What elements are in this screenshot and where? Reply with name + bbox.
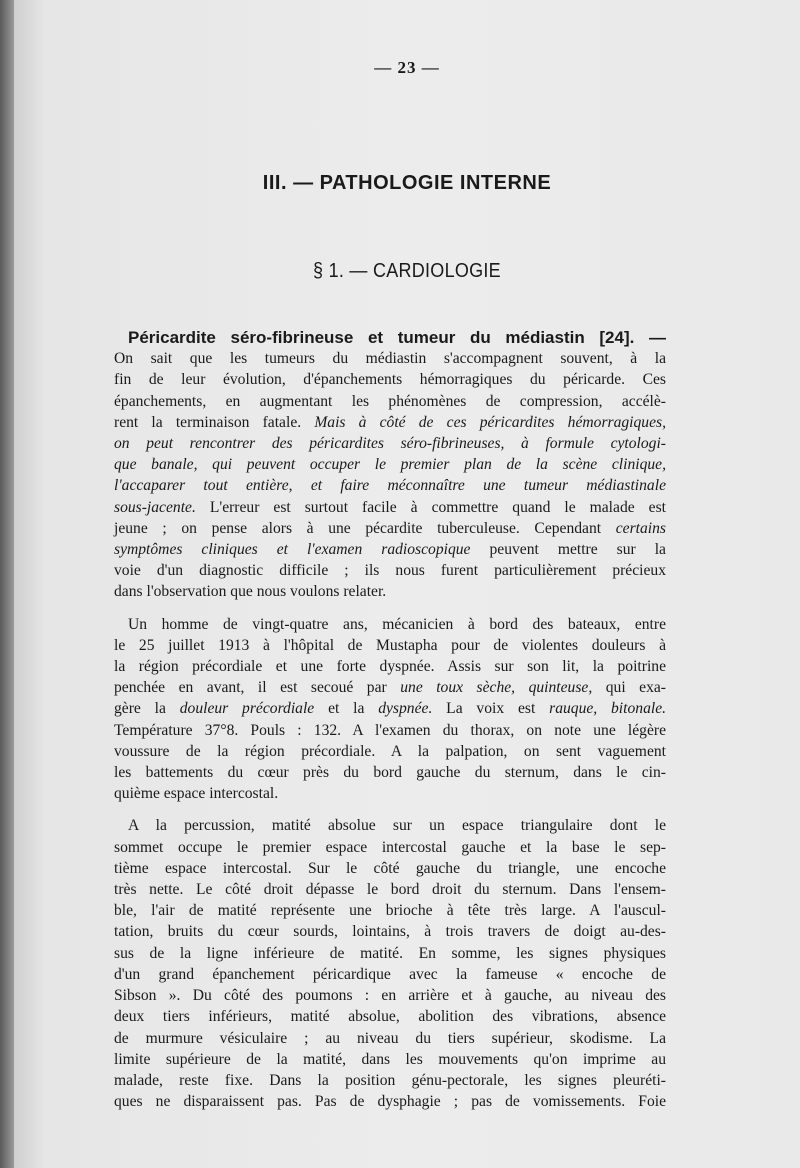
text-span: L'erreur est surtout facile à commettre quand le malade est bbox=[209, 498, 666, 516]
text-line: ble, l'air de matité représente une brioche à tête très large. A l'auscul- bbox=[114, 902, 666, 920]
italic-span: rauque, bitonale. bbox=[549, 700, 667, 718]
text-line: fin de leur évolution, d'épanchements hémorragiques du péricarde. Ces bbox=[114, 371, 666, 389]
text-span: et la bbox=[328, 700, 365, 718]
text-line: dans l'observation que nous voulons relater. bbox=[114, 583, 387, 601]
text-line: A la percussion, matité absolue sur un espace triangulaire dont le bbox=[128, 817, 666, 835]
text-line: Température 37°8. Pouls : 132. A l'examen du thorax, on note une légère bbox=[114, 721, 666, 739]
text-line: limite supérieure de la matité, dans les mouvements qu'on imprime au bbox=[114, 1050, 666, 1068]
text-line: de murmure vésiculaire ; au niveau du tiers supérieur, skodisme. La bbox=[114, 1029, 666, 1047]
italic-span: une toux sèche, quinteuse, bbox=[400, 679, 593, 697]
document-page bbox=[14, 0, 800, 1168]
italic-span: symptômes cliniques et l'examen radioscopique bbox=[114, 541, 471, 559]
text-line: voussure de la région précordiale. A la palpation, on sent vaguement bbox=[114, 742, 666, 760]
text-line: que banale, qui peuvent occuper le premier plan de la scène clinique, bbox=[114, 456, 666, 474]
text-line bbox=[114, 518, 666, 539]
article-heading bbox=[114, 327, 666, 348]
text-line bbox=[114, 677, 666, 698]
text-line bbox=[114, 497, 666, 518]
text-line: d'un grand épanchement péricardique avec la fameuse « encoche de bbox=[114, 965, 666, 983]
article-reference: [24]. — bbox=[599, 328, 666, 347]
italic-span: certains bbox=[615, 519, 666, 537]
text-line: le 25 juillet 1913 à l'hôpital de Mustapha pour de violentes douleurs à bbox=[114, 636, 666, 654]
text-span: jeune ; on pense alors à une pécardite tuberculeuse. Cependant bbox=[114, 519, 602, 537]
text-line: ques ne disparaissent pas. Pas de dysphagie ; pas de vomissements. Foie bbox=[114, 1093, 666, 1111]
text-line: l'accaparer tout entière, et faire méconnaître une tumeur médiastinale bbox=[114, 477, 666, 495]
text-span: La voix est bbox=[446, 700, 536, 718]
text-line bbox=[114, 698, 666, 719]
section-title: § 1. — CARDIOLOGIE bbox=[313, 260, 501, 282]
italic-span: Mais à côté de ces péricardites hémorragiques, bbox=[314, 413, 666, 431]
text-line: voie d'un diagnostic difficile ; ils nous furent particulièrement précieux bbox=[114, 562, 666, 580]
page-number: — 23 — bbox=[374, 58, 440, 77]
text-line bbox=[114, 412, 666, 433]
article-title: Péricardite séro-fibrineuse et tumeur du médiastin bbox=[128, 328, 585, 347]
italic-span: sous-jacente. bbox=[114, 498, 196, 516]
text-span: qui exa- bbox=[605, 679, 666, 697]
text-line: sus de la ligne inférieure de matité. En somme, les signes physiques bbox=[114, 944, 666, 962]
italic-span: douleur précordiale bbox=[179, 700, 315, 718]
text-line: les battements du cœur près du bord gauche du sternum, dans le cin- bbox=[114, 764, 666, 782]
text-span: gère la bbox=[114, 700, 166, 718]
text-line: tation, bruits du cœur sourds, lointains, à trois travers de doigt au-des- bbox=[114, 923, 666, 941]
article-body bbox=[114, 327, 666, 1112]
text-line: Sibson ». Du côté des poumons : en arrière et à gauche, au niveau des bbox=[114, 987, 666, 1005]
text-span: penchée en avant, il est secoué par bbox=[114, 679, 387, 697]
text-span: rent la terminaison fatale. bbox=[114, 413, 302, 431]
text-line: épanchements, en augmentant les phénomènes de compression, accélè- bbox=[114, 392, 666, 410]
text-span: peuvent mettre sur la bbox=[489, 541, 666, 559]
chapter-title: III. — PATHOLOGIE INTERNE bbox=[262, 172, 552, 194]
text-line: quième espace intercostal. bbox=[114, 785, 279, 803]
scan-edge bbox=[0, 0, 14, 1168]
text-line: Un homme de vingt-quatre ans, mécanicien à bord des bateaux, entre bbox=[128, 615, 666, 633]
text-line bbox=[114, 539, 666, 560]
text-line: On sait que les tumeurs du médiastin s'accompagnent souvent, à la bbox=[114, 350, 666, 368]
text-line: très nette. Le côté droit dépasse le bord droit du sternum. Dans l'ensem- bbox=[114, 881, 666, 899]
italic-span: dyspnée. bbox=[378, 700, 433, 718]
text-line: deux tiers inférieurs, matité absolue, abolition des vibrations, absence bbox=[114, 1008, 666, 1026]
text-line: on peut rencontrer des péricardites séro-fibrineuses, à formule cytologi- bbox=[114, 435, 666, 453]
text-line: la région précordiale et une forte dyspnée. Assis sur son lit, la poitrine bbox=[114, 658, 666, 676]
text-line: tième espace intercostal. Sur le côté gauche du triangle, une encoche bbox=[114, 859, 666, 877]
text-line: malade, reste fixe. Dans la position génu-pectorale, les signes pleuréti- bbox=[114, 1071, 666, 1089]
text-line: sommet occupe le premier espace intercostal gauche et la base le sep- bbox=[114, 838, 666, 856]
